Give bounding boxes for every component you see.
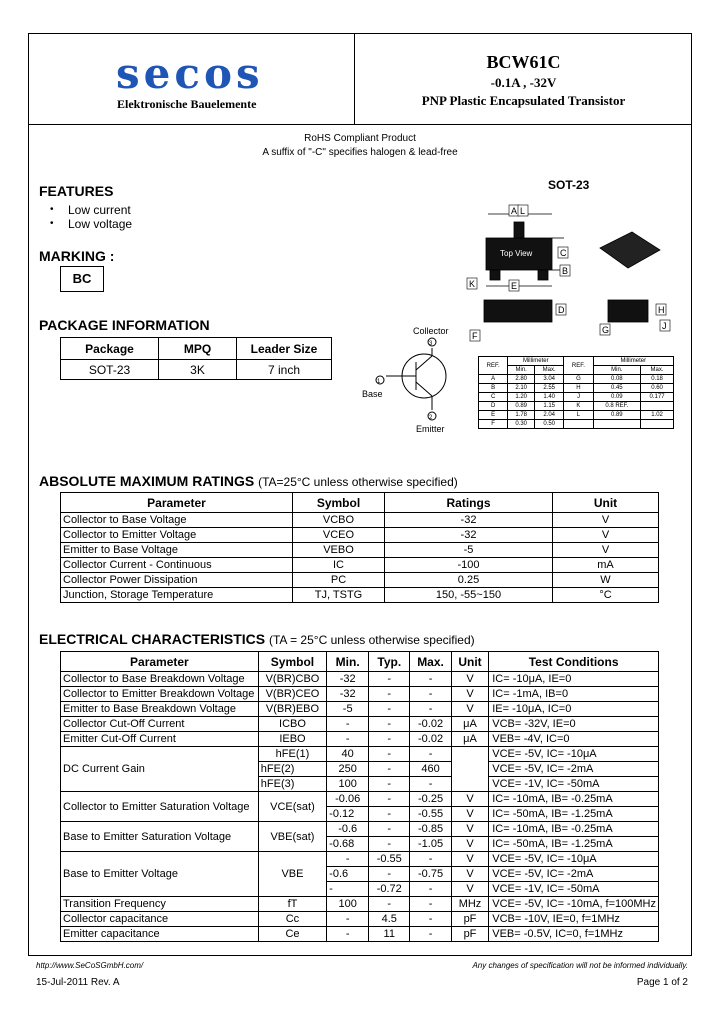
dim-label-k: K — [469, 279, 476, 289]
footer-notice: Any changes of specification will not be informed individually. — [472, 961, 688, 970]
ec-cell: - — [327, 927, 369, 942]
ec-cell: - — [369, 702, 410, 717]
dim-min-header: Min. — [593, 366, 641, 375]
dim-label-f: F — [472, 331, 478, 341]
ec-cell: Cc — [258, 912, 326, 927]
dim-cell: 0.30 — [508, 420, 535, 429]
ec-cell: VCE= -1V, IC= -50mA — [489, 882, 659, 897]
ec-cell: - — [369, 822, 410, 837]
abs-cell: °C — [553, 588, 659, 603]
ec-cell: Emitter capacitance — [61, 927, 259, 942]
ec-header-min: Min. — [327, 652, 369, 672]
table-row — [61, 687, 659, 702]
dim-cell: E — [479, 411, 508, 420]
ec-cell: - — [410, 927, 451, 942]
ec-header-max: Max. — [410, 652, 451, 672]
dim-ref-header: REF. — [479, 357, 508, 375]
dim-cell: 0.60 — [641, 384, 674, 393]
table-row — [61, 528, 659, 543]
ec-cell: - — [369, 762, 410, 777]
abs-cell: PC — [293, 573, 385, 588]
abs-header-symbol: Symbol — [293, 493, 385, 513]
ec-cell: -0.02 — [410, 717, 451, 732]
part-rating: -0.1A , -32V — [490, 75, 557, 90]
ec-cell: IC= -10mA, IB= -0.25mA — [489, 792, 659, 807]
abs-cell: Collector Power Dissipation — [61, 573, 293, 588]
features-title: FEATURES — [39, 183, 114, 199]
abs-cell: Collector to Base Voltage — [61, 513, 293, 528]
dim-cell: 0.177 — [641, 393, 674, 402]
ec-cell: Collector Cut-Off Current — [61, 717, 259, 732]
ec-cell — [451, 747, 489, 792]
abs-cell: -100 — [385, 558, 553, 573]
feature-item: • Low voltage — [68, 217, 132, 231]
ec-cell: V — [451, 852, 489, 867]
dim-cell: J — [564, 393, 593, 402]
table-row — [61, 927, 659, 942]
ec-cell: - — [369, 747, 410, 762]
dim-cell: 0.50 — [535, 420, 564, 429]
ec-cell: VCB= -10V, IE=0, f=1MHz — [489, 912, 659, 927]
leader-size-value: 7 inch — [237, 360, 332, 380]
package-value: SOT-23 — [61, 360, 159, 380]
dim-label-j: J — [662, 321, 667, 331]
table-row — [61, 792, 659, 807]
pin-2-label: 2 — [429, 415, 433, 421]
ec-cell: DC Current Gain — [61, 747, 259, 792]
table-row — [61, 672, 659, 687]
ec-cell: - — [327, 912, 369, 927]
ec-cell: V — [451, 867, 489, 882]
table-row — [61, 822, 659, 837]
dim-cell — [593, 420, 641, 429]
ec-cell: Emitter Cut-Off Current — [61, 732, 259, 747]
base-label: Base — [362, 389, 383, 399]
ec-cell: Transition Frequency — [61, 897, 259, 912]
dim-cell: 2.80 — [508, 375, 535, 384]
ec-cell: - — [369, 732, 410, 747]
dim-ref-header: REF. — [564, 357, 593, 375]
abs-header-unit: Unit — [553, 493, 659, 513]
abs-cell: W — [553, 573, 659, 588]
part-type: PNP Plastic Encapsulated Transistor — [421, 93, 626, 108]
ec-cell: hFE(3) — [258, 777, 326, 792]
ec-cell: VCE= -5V, IC= -2mA — [489, 762, 659, 777]
ec-cell: -0.6 — [327, 867, 369, 882]
ec-cell: -0.68 — [327, 837, 369, 852]
ec-cell: VBE(sat) — [258, 822, 326, 852]
ec-cell: VEB= -4V, IC=0 — [489, 732, 659, 747]
ec-cell: VCE= -1V, IC= -50mA — [489, 777, 659, 792]
dim-cell: A — [479, 375, 508, 384]
table-row — [61, 852, 659, 867]
ec-cell: pF — [451, 927, 489, 942]
dim-label-g: G — [602, 325, 610, 335]
ec-cell: V(BR)CEO — [258, 687, 326, 702]
dim-cell: 1.15 — [535, 402, 564, 411]
dim-max-header: Max. — [641, 366, 674, 375]
dim-cell: 1.02 — [641, 411, 674, 420]
dim-max-header: Max. — [535, 366, 564, 375]
dim-cell: L — [564, 411, 593, 420]
ec-cell: IE= -10μA, IC=0 — [489, 702, 659, 717]
ec-cell: - — [327, 882, 369, 897]
table-row — [61, 588, 659, 603]
ec-cell: - — [369, 777, 410, 792]
abs-cell: Collector to Emitter Voltage — [61, 528, 293, 543]
ec-cell: 40 — [327, 747, 369, 762]
ec-cell: - — [327, 732, 369, 747]
marking-title: MARKING : — [39, 248, 115, 264]
ec-cell: -0.55 — [410, 807, 451, 822]
dim-cell: 0.09 — [593, 393, 641, 402]
ec-cell: - — [369, 717, 410, 732]
dim-label-a: A — [511, 206, 518, 216]
dim-cell: 0.89 — [593, 411, 641, 420]
emitter-label: Emitter — [416, 424, 445, 434]
dim-cell: C — [479, 393, 508, 402]
ec-cell: ICBO — [258, 717, 326, 732]
abs-cell: TJ, TSTG — [293, 588, 385, 603]
abs-cell: VCBO — [293, 513, 385, 528]
abs-cell: -5 — [385, 543, 553, 558]
ec-cell: - — [410, 897, 451, 912]
ec-cell: - — [327, 717, 369, 732]
package-header: Package — [61, 338, 159, 360]
feature-item: • Low current — [68, 203, 131, 217]
ec-cell: Base to Emitter Saturation Voltage — [61, 822, 259, 852]
mpq-header: MPQ — [159, 338, 237, 360]
ec-cell: -32 — [327, 672, 369, 687]
ec-cell: IEBO — [258, 732, 326, 747]
ec-cell: -0.02 — [410, 732, 451, 747]
dim-label-d: D — [558, 305, 565, 315]
abs-max-condition: (TA=25°C unless otherwise specified) — [258, 475, 458, 489]
dim-cell: 3.04 — [535, 375, 564, 384]
footer-page: Page 1 of 2 — [636, 977, 688, 988]
ec-cell: Base to Emitter Voltage — [61, 852, 259, 897]
table-row — [61, 747, 659, 762]
ec-cell: pF — [451, 912, 489, 927]
dim-cell: F — [479, 420, 508, 429]
ec-cell: -5 — [327, 702, 369, 717]
abs-cell: V — [553, 528, 659, 543]
dim-cell: 0.18 — [641, 375, 674, 384]
ec-cell: 100 — [327, 777, 369, 792]
dim-label-c: C — [560, 248, 567, 258]
ec-cell: -32 — [327, 687, 369, 702]
ec-cell: V — [451, 672, 489, 687]
dim-label-e: E — [511, 281, 518, 291]
ec-cell: - — [410, 852, 451, 867]
ec-cell: VBE — [258, 852, 326, 897]
pin-1-label: 1 — [377, 379, 381, 385]
ec-cell: μA — [451, 732, 489, 747]
dim-cell: K — [564, 402, 593, 411]
ec-cell: - — [410, 702, 451, 717]
abs-max-title: ABSOLUTE MAXIMUM RATINGS (TA=25°C unless otherwise specified) — [39, 473, 458, 489]
mpq-value: 3K — [159, 360, 237, 380]
dim-min-header: Min. — [508, 366, 535, 375]
ec-cell: V — [451, 702, 489, 717]
abs-header-parameter: Parameter — [61, 493, 293, 513]
ec-cell: VCE= -5V, IC= -10μA — [489, 852, 659, 867]
ec-cell: VCE= -5V, IC= -10mA, f=100MHz — [489, 897, 659, 912]
dim-cell: G — [564, 375, 593, 384]
package-info-title: PACKAGE INFORMATION — [39, 317, 210, 333]
abs-cell: 150, -55~150 — [385, 588, 553, 603]
ec-cell: - — [369, 672, 410, 687]
ec-cell: MHz — [451, 897, 489, 912]
ec-cell: -0.25 — [410, 792, 451, 807]
leader-size-header: Leader Size — [237, 338, 332, 360]
ec-cell: hFE(2) — [258, 762, 326, 777]
ec-cell: 11 — [369, 927, 410, 942]
ec-cell: - — [410, 777, 451, 792]
dim-cell: 2.04 — [535, 411, 564, 420]
table-row — [61, 897, 659, 912]
rohs-line-2: A suffix of "-C" specifies halogen & lead-free — [262, 147, 458, 158]
abs-cell: -32 — [385, 513, 553, 528]
ec-cell: - — [369, 867, 410, 882]
table-row — [61, 702, 659, 717]
table-row — [61, 717, 659, 732]
dim-cell: B — [479, 384, 508, 393]
ec-cell: -0.72 — [369, 882, 410, 897]
footer-date: 15-Jul-2011 Rev. A — [36, 977, 120, 988]
ec-cell: 250 — [327, 762, 369, 777]
dimension-table — [478, 356, 674, 429]
dim-unit-header: Millimeter — [593, 357, 673, 366]
ec-cell: IC= -50mA, IB= -1.25mA — [489, 807, 659, 822]
ec-cell: V — [451, 882, 489, 897]
pnp-transistor-symbol — [362, 320, 462, 438]
ec-cell: -1.05 — [410, 837, 451, 852]
rohs-line-1: RoHS Compliant Product — [304, 133, 416, 144]
abs-header-ratings: Ratings — [385, 493, 553, 513]
ec-cell: 100 — [327, 897, 369, 912]
ec-header-symbol: Symbol — [258, 652, 326, 672]
dim-unit-header: Millimeter — [508, 357, 564, 366]
ec-cell: VEB= -0.5V, IC=0, f=1MHz — [489, 927, 659, 942]
ec-cell: -0.06 — [327, 792, 369, 807]
dim-cell: D — [479, 402, 508, 411]
ec-cell: VCB= -32V, IE=0 — [489, 717, 659, 732]
package-outline-drawing — [460, 200, 690, 350]
ec-cell: -0.75 — [410, 867, 451, 882]
dim-cell: 0.89 — [508, 402, 535, 411]
table-row — [61, 543, 659, 558]
dim-label-l: L — [520, 206, 526, 216]
abs-cell: mA — [553, 558, 659, 573]
dim-cell: 2.10 — [508, 384, 535, 393]
abs-cell: IC — [293, 558, 385, 573]
ec-cell: -0.12 — [327, 807, 369, 822]
ec-cell: IC= -10μA, IE=0 — [489, 672, 659, 687]
abs-max-table — [60, 492, 659, 603]
abs-cell: Junction, Storage Temperature — [61, 588, 293, 603]
ec-header-unit: Unit — [451, 652, 489, 672]
ec-cell: - — [410, 912, 451, 927]
ec-cell: IC= -10mA, IB= -0.25mA — [489, 822, 659, 837]
ec-cell: Ce — [258, 927, 326, 942]
ec-cell: V — [451, 807, 489, 822]
table-row — [61, 573, 659, 588]
company-logo: secos — [116, 49, 264, 98]
abs-cell: Collector Current - Continuous — [61, 558, 293, 573]
company-name: Elektronische Bauelemente — [117, 97, 257, 111]
ec-cell: - — [410, 882, 451, 897]
marking-code: BC — [60, 266, 104, 292]
ec-header-parameter: Parameter — [61, 652, 259, 672]
table-row — [61, 513, 659, 528]
ec-cell: Collector to Emitter Saturation Voltage — [61, 792, 259, 822]
ec-header-test-conditions: Test Conditions — [489, 652, 659, 672]
ec-cell: - — [410, 687, 451, 702]
package-diagram-title: SOT-23 — [548, 178, 590, 192]
dim-cell: 0.45 — [593, 384, 641, 393]
ec-cell: -0.85 — [410, 822, 451, 837]
dim-label-b: B — [562, 266, 569, 276]
ec-cell: V(BR)EBO — [258, 702, 326, 717]
table-row — [61, 912, 659, 927]
ec-cell: μA — [451, 717, 489, 732]
ec-cell: - — [369, 792, 410, 807]
ec-cell: V — [451, 837, 489, 852]
dim-cell: 0.08 — [593, 375, 641, 384]
ec-cell: VCE= -5V, IC= -2mA — [489, 867, 659, 882]
pin-3-label: 3 — [429, 341, 433, 347]
dim-cell: 1.40 — [535, 393, 564, 402]
dim-label-h: H — [658, 305, 665, 315]
dim-cell: H — [564, 384, 593, 393]
ec-cell: Collector to Base Breakdown Voltage — [61, 672, 259, 687]
ec-cell: V — [451, 792, 489, 807]
ec-cell: - — [327, 852, 369, 867]
dim-cell: 0.8 REF. — [593, 402, 641, 411]
dim-cell: 1.20 — [508, 393, 535, 402]
dim-cell: 1.78 — [508, 411, 535, 420]
abs-cell: 0.25 — [385, 573, 553, 588]
ec-cell: - — [369, 687, 410, 702]
ec-cell: - — [410, 747, 451, 762]
ec-cell: fT — [258, 897, 326, 912]
package-table — [60, 337, 332, 380]
ec-cell: 4.5 — [369, 912, 410, 927]
abs-cell: Emitter to Base Voltage — [61, 543, 293, 558]
footer-url[interactable]: http://www.SeCoSGmbH.com/ — [36, 961, 144, 970]
ec-cell: - — [410, 672, 451, 687]
top-view-label: Top View — [500, 249, 533, 258]
dim-cell — [641, 402, 674, 411]
ec-cell: 460 — [410, 762, 451, 777]
dim-cell: 2.55 — [535, 384, 564, 393]
ec-cell: V — [451, 687, 489, 702]
collector-label: Collector — [413, 326, 449, 336]
ec-cell: hFE(1) — [258, 747, 326, 762]
abs-cell: VEBO — [293, 543, 385, 558]
abs-cell: VCEO — [293, 528, 385, 543]
abs-cell: V — [553, 513, 659, 528]
ec-cell: - — [369, 807, 410, 822]
ec-cell: VCE= -5V, IC= -10μA — [489, 747, 659, 762]
ec-cell: VCE(sat) — [258, 792, 326, 822]
elec-condition: (TA = 25°C unless otherwise specified) — [268, 633, 475, 647]
ec-cell: -0.55 — [369, 852, 410, 867]
table-row — [61, 558, 659, 573]
elec-table — [60, 651, 659, 942]
elec-title: ELECTRICAL CHARACTERISTICS (TA = 25°C unless otherwise specified) — [39, 631, 475, 647]
ec-cell: IC= -50mA, IB= -1.25mA — [489, 837, 659, 852]
table-row — [61, 732, 659, 747]
ec-cell: Collector to Emitter Breakdown Voltage — [61, 687, 259, 702]
ec-cell: - — [369, 837, 410, 852]
dim-cell — [641, 420, 674, 429]
ec-header-typ: Typ. — [369, 652, 410, 672]
ec-cell: Emitter to Base Breakdown Voltage — [61, 702, 259, 717]
abs-cell: -32 — [385, 528, 553, 543]
ec-cell: Collector capacitance — [61, 912, 259, 927]
ec-cell: V — [451, 822, 489, 837]
ec-cell: -0.6 — [327, 822, 369, 837]
part-number: BCW61C — [486, 52, 561, 72]
ec-cell: IC= -1mA, IB=0 — [489, 687, 659, 702]
abs-cell: V — [553, 543, 659, 558]
dim-cell — [564, 420, 593, 429]
ec-cell: - — [369, 897, 410, 912]
ec-cell: V(BR)CBO — [258, 672, 326, 687]
